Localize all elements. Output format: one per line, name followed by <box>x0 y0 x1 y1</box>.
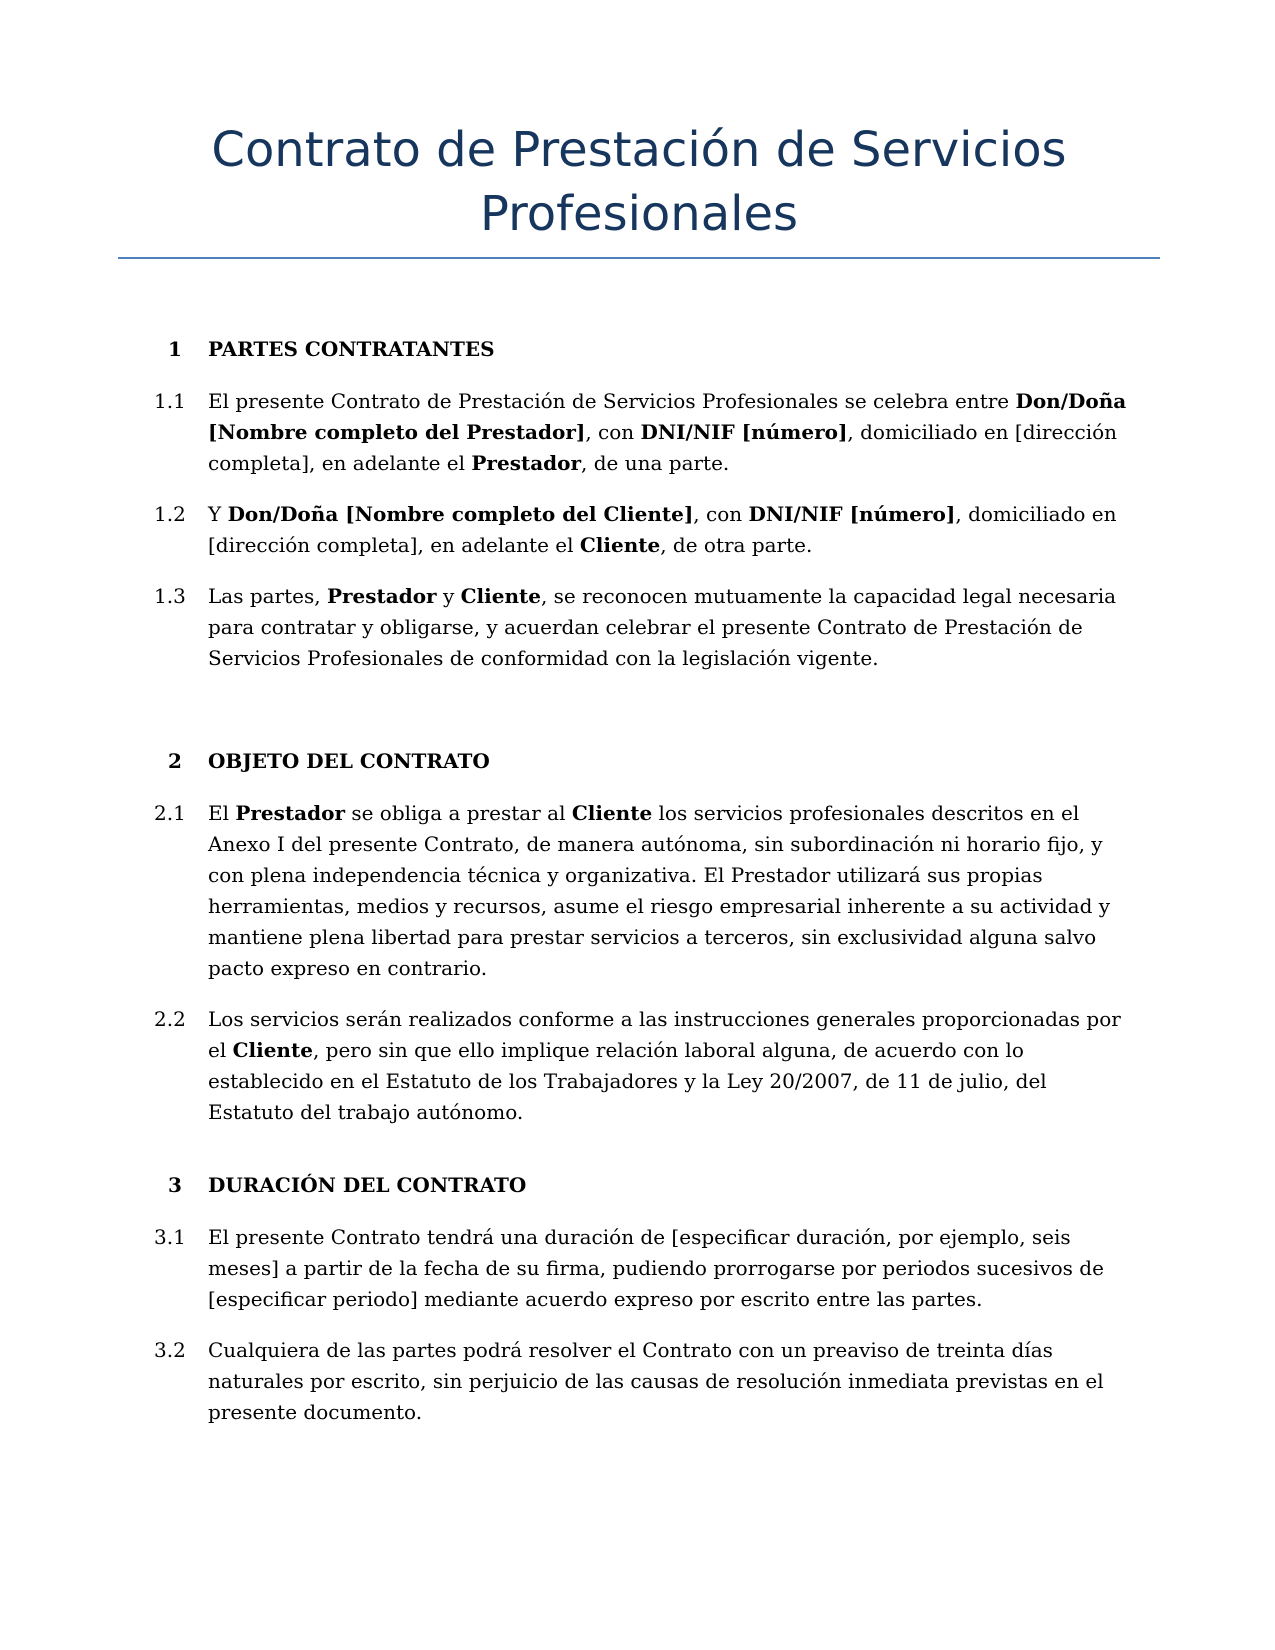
clause-run: El presente Contrato de Prestación de Servicios Profesionales se celebra entre <box>208 389 1016 413</box>
clause-run: , con <box>585 420 641 444</box>
section-partes-contratantes <box>0 334 1275 674</box>
clause-run: Las partes, <box>208 584 327 608</box>
section-heading <box>0 334 1275 365</box>
section-title: PARTES CONTRATANTES <box>208 337 495 361</box>
section-number: 3 <box>168 1173 182 1197</box>
clause-run: , de una parte. <box>581 451 730 475</box>
clause-emphasis: Cliente <box>579 533 661 557</box>
clause-emphasis: Don/Doña [Nombre completo del Prestador] <box>208 389 1127 444</box>
section-title: DURACIÓN DEL CONTRATO <box>208 1173 527 1197</box>
clause-number: 2.2 <box>154 1007 186 1031</box>
clause <box>0 499 1275 561</box>
clause-number: 3.2 <box>154 1338 186 1362</box>
clause-run: los servicios profesionales descritos en el Anexo I del presente Contrato, de manera autónoma, sin subordinación ni horario fijo, y con plena independencia técnica y organizativa. El Prestador utilizará sus propias herramientas, medios y recursos, asume el riesgo empresarial inherente a su actividad y mantiene plena libertad para prestar servicios a terceros, sin exclusividad alguna salvo pacto expreso en contrario. <box>208 801 1111 980</box>
clause-run: Y <box>208 502 228 526</box>
clause-run: Los servicios serán realizados conforme a las instrucciones generales proporcionadas por el <box>208 1007 1121 1062</box>
clause-number: 3.1 <box>154 1225 186 1249</box>
clause-text <box>208 1004 1128 1128</box>
section-duracion-del-contrato <box>0 1170 1275 1428</box>
clause <box>0 386 1275 479</box>
clause <box>0 1335 1275 1428</box>
clause-run: y <box>436 584 461 608</box>
clause <box>0 798 1275 984</box>
section-heading <box>0 746 1275 777</box>
section-objeto-del-contrato <box>0 746 1275 1128</box>
clause-run: , pero sin que ello implique relación laboral alguna, de acuerdo con lo establecido en el Estatuto de los Trabajadores y la Ley 20/2007, de 11 de julio, del Estatuto del trabajo autónomo. <box>208 1038 1047 1124</box>
clause-run: , domiciliado en [dirección completa], en adelante el <box>208 502 1117 557</box>
clause-emphasis: Prestador <box>235 801 345 825</box>
clause-emphasis: Cliente <box>571 801 653 825</box>
clause <box>0 1004 1275 1128</box>
clause-run: , se reconocen mutuamente la capacidad legal necesaria para contratar y obligarse, y acuerdan celebrar el presente Contrato de Prestación de Servicios Profesionales de conformidad con la legislación vigente. <box>208 584 1117 670</box>
clause-emphasis: Prestador <box>326 584 437 608</box>
clause-text <box>208 499 1128 561</box>
clause <box>0 581 1275 674</box>
clause-run: se obliga a prestar al <box>344 801 572 825</box>
section-number: 1 <box>168 337 182 361</box>
clause-emphasis: Cliente <box>232 1038 313 1062</box>
clause-emphasis: DNI/NIF [número] <box>640 420 848 444</box>
clause-text <box>208 581 1128 674</box>
clause-text <box>208 386 1128 479</box>
clause-text <box>208 1222 1128 1315</box>
document-title: Contrato de Prestación de Servicios Profesionales <box>211 122 1067 242</box>
clause-text <box>208 798 1128 984</box>
section-number: 2 <box>168 749 182 773</box>
clause <box>0 1222 1275 1315</box>
clause-run: , domiciliado en [dirección completa], en adelante el <box>208 420 1118 475</box>
clause-text <box>208 1335 1128 1428</box>
clause-emphasis: DNI/NIF [número] <box>748 502 956 526</box>
clause-run: El presente Contrato tendrá una duración de [especificar duración, por ejemplo, seis meses] a partir de la fecha de su firma, pudiendo prorrogarse por periodos sucesivos de [especificar periodo] mediante acuerdo expreso por escrito entre las partes. <box>208 1225 1104 1311</box>
title-divider <box>118 257 1160 259</box>
section-heading <box>0 1170 1275 1201</box>
clause-number: 1.2 <box>154 502 186 526</box>
clause-emphasis: Prestador <box>471 451 582 475</box>
clause-number: 1.3 <box>154 584 186 608</box>
clause-run: El <box>208 801 236 825</box>
clause-run: , con <box>693 502 749 526</box>
clause-run: , de otra parte. <box>660 533 813 557</box>
clause-emphasis: Cliente <box>460 584 541 608</box>
clause-emphasis: Don/Doña [Nombre completo del Cliente] <box>227 502 694 526</box>
clause-run: Cualquiera de las partes podrá resolver el Contrato con un preaviso de treinta días naturales por escrito, sin perjuicio de las causas de resolución inmediata previstas en el presente documento. <box>208 1338 1104 1424</box>
section-title: OBJETO DEL CONTRATO <box>208 749 490 773</box>
clause-number: 2.1 <box>154 801 186 825</box>
clause-number: 1.1 <box>154 389 186 413</box>
